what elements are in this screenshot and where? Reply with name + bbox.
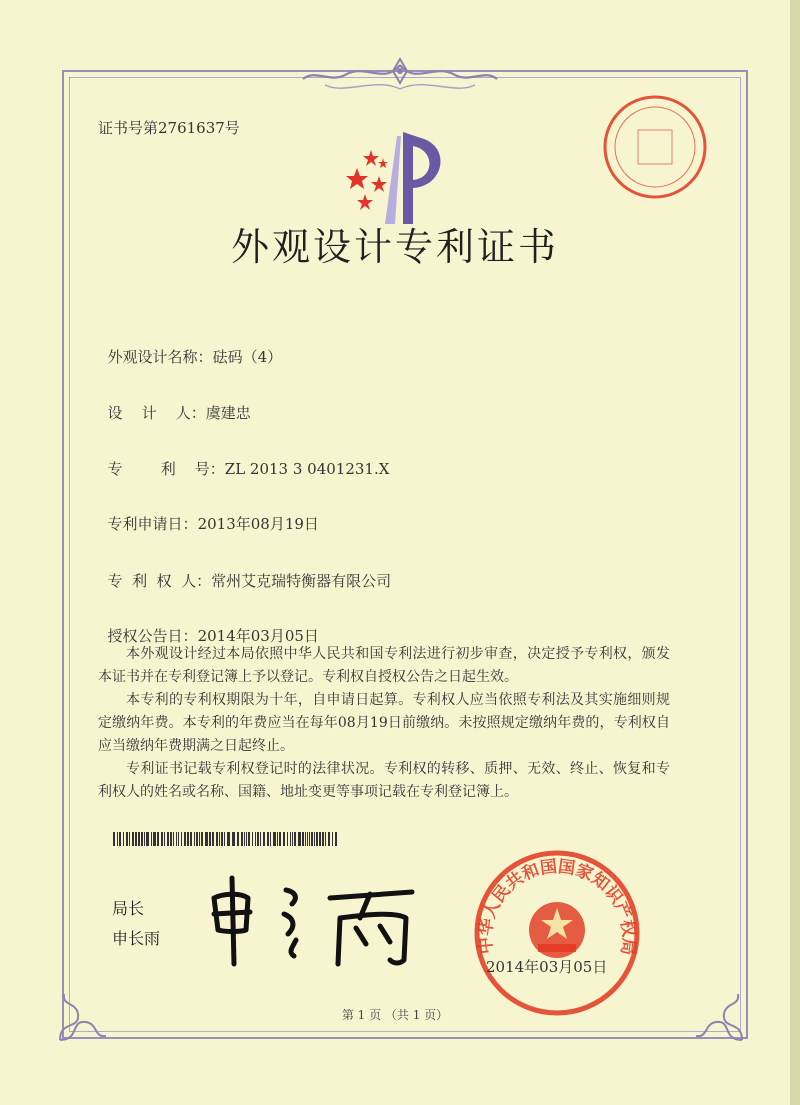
barcode-bar <box>151 832 152 846</box>
signatory-title: 局长 <box>112 899 145 918</box>
body-paragraph: 本专利的专利权期限为十年，自申请日起算。专利权人应当依照专利法及其实施细则规定缴纳年费。本专利的年费应当在每年08月19日前缴纳。未按照规定缴纳年费的，专利权自应当缴纳年费期满之日起终止。 <box>98 692 670 754</box>
barcode-bar <box>309 832 310 846</box>
barcode-bar <box>117 832 118 846</box>
barcode-bar <box>287 832 288 846</box>
barcode-bar <box>146 832 149 846</box>
body-paragraph: 专利证书记载专利权登记时的法律状况。专利权的转移、质押、无效、终止、恢复和专利权人的姓名或名称、国籍、地址变更等事项记载在专利登记簿上。 <box>98 761 670 800</box>
seal-arc-text: 中华人民共和国国家知识产权局 <box>475 856 639 957</box>
page-number: 第 1 页 （共 1 页） <box>341 1008 449 1022</box>
barcode-bar <box>237 832 239 846</box>
barcode-bar <box>322 832 324 846</box>
barcode-bar <box>157 832 159 846</box>
barcode-bar <box>283 832 285 846</box>
barcode-bar <box>167 832 169 846</box>
barcode-bar <box>328 832 330 846</box>
field-value: 常州艾克瑞特衡器有限公司 <box>211 572 392 590</box>
barcode-bar <box>221 832 223 846</box>
body-paragraph: 本外观设计经过本局依照中华人民共和国专利法进行初步审查，决定授予专利权，颁发本证书并在专利登记簿上予以登记。专利权自授权公告之日起生效。 <box>98 646 670 685</box>
barcode-bar <box>279 832 281 846</box>
barcode-bar <box>176 832 177 846</box>
barcode-bar <box>144 832 145 846</box>
barcode-bar <box>196 832 198 846</box>
field-value: 砝码（4） <box>212 348 283 366</box>
barcode-bar <box>170 832 172 846</box>
barcode-bar <box>277 832 278 846</box>
field-label: 外观设计名称： <box>107 348 213 366</box>
barcode-bar <box>181 832 182 846</box>
barcode-bar <box>164 832 165 846</box>
top-ornament-icon <box>285 55 515 101</box>
official-seal-icon <box>472 848 642 1018</box>
barcode-bar <box>305 832 306 846</box>
barcode-bar <box>216 832 218 846</box>
field-designer <box>98 384 251 423</box>
field-application-date <box>98 495 319 534</box>
barcode-bar <box>267 832 269 846</box>
field-value: 虞建忠 <box>205 404 251 422</box>
field-patent-number <box>98 440 389 479</box>
barcode-bar <box>325 832 326 846</box>
barcode-bar <box>302 832 304 846</box>
barcode-bar <box>292 832 293 846</box>
certificate-number: 证书号第2761637号 <box>98 119 240 137</box>
barcode-bar <box>332 832 333 846</box>
signatory-name: 申长雨 <box>112 929 161 948</box>
binding-edge <box>790 0 800 1105</box>
barcode-bar <box>263 832 265 846</box>
barcode-bar <box>316 832 318 846</box>
barcode-bar <box>335 832 337 846</box>
field-label: 专 利 权 人： <box>107 572 212 590</box>
barcode-bar <box>187 832 189 846</box>
field-patentee <box>98 552 391 591</box>
barcode-bar <box>178 832 179 846</box>
field-value: ZL 2013 3 0401231.X <box>224 460 390 478</box>
barcode-bar <box>290 832 291 846</box>
page-title: 外观设计专利证书 <box>230 225 559 269</box>
field-value: 2013年08月19日 <box>197 515 319 533</box>
barcode-bar <box>257 832 259 846</box>
barcode-bar <box>270 832 271 846</box>
barcode-bar <box>129 832 130 846</box>
barcode-icon <box>113 832 338 846</box>
field-grant-date <box>98 607 319 646</box>
barcode-bar <box>212 832 214 846</box>
field-label: 专利申请日： <box>107 515 198 533</box>
field-label: 设 计 人： <box>107 404 206 422</box>
barcode-bar <box>244 832 245 846</box>
barcode-bar <box>260 832 261 846</box>
patent-office-logo-icon <box>335 128 455 228</box>
field-design-name <box>98 328 282 367</box>
barcode-bar <box>135 832 137 846</box>
barcode-bar <box>224 832 225 846</box>
barcode-bar <box>219 832 220 846</box>
field-label: 专 利 号： <box>107 460 225 478</box>
barcode-bar <box>314 832 315 846</box>
barcode-bar <box>255 832 256 846</box>
barcode-bar <box>298 832 301 846</box>
barcode-bar <box>248 832 250 846</box>
barcode-bar <box>201 832 203 846</box>
barcode-bar <box>307 832 308 846</box>
barcode-bar <box>184 832 186 846</box>
barcode-bar <box>246 832 247 846</box>
barcode-bar <box>227 832 230 846</box>
barcode-bar <box>113 832 115 846</box>
barcode-bar <box>138 832 140 846</box>
handwritten-signature-icon <box>200 868 430 968</box>
field-label: 授权公告日： <box>107 627 198 645</box>
barcode-bar <box>199 832 200 846</box>
barcode-bar <box>241 832 243 846</box>
certificate-body-text <box>98 643 670 804</box>
barcode-bar <box>173 832 174 846</box>
field-value: 2014年03月05日 <box>197 627 319 645</box>
barcode-bar <box>132 832 134 846</box>
seal-date: 2014年03月05日 <box>486 958 608 976</box>
barcode-bar <box>161 832 163 846</box>
barcode-bar <box>126 832 128 846</box>
barcode-bar <box>194 832 195 846</box>
barcode-bar <box>232 832 235 846</box>
barcode-bar <box>205 832 208 846</box>
barcode-bar <box>311 832 313 846</box>
barcode-bar <box>123 832 124 846</box>
barcode-bar <box>119 832 121 846</box>
barcode-bar <box>294 832 296 846</box>
barcode-bar <box>319 832 321 846</box>
barcode-bar <box>209 832 211 846</box>
tax-seal-icon <box>600 92 710 202</box>
barcode-bar <box>252 832 253 846</box>
barcode-bar <box>273 832 276 846</box>
barcode-bar <box>153 832 156 846</box>
barcode-bar <box>141 832 143 846</box>
barcode-bar <box>190 832 192 846</box>
